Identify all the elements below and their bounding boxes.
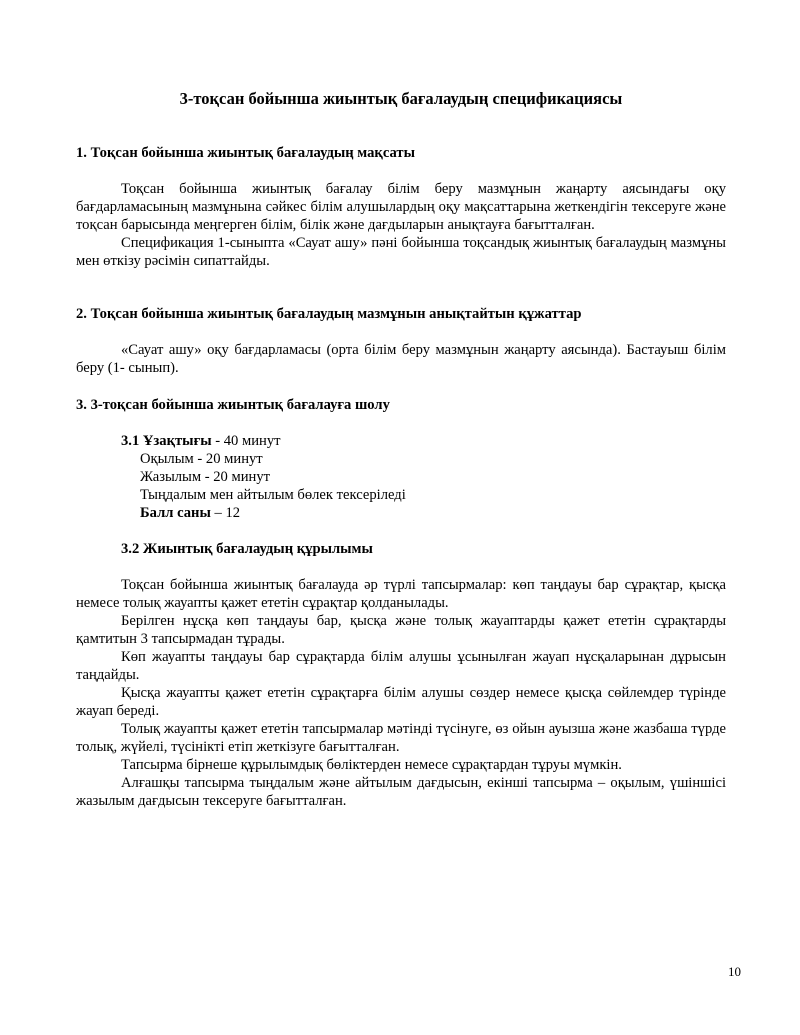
section-2-heading: 2. Тоқсан бойынша жиынтық бағалаудың мазмұнын анықтайтын құжаттар bbox=[76, 306, 582, 322]
structure-heading-block bbox=[121, 540, 721, 558]
listening-note: Тыңдалым мен айтылым бөлек тексеріледі bbox=[140, 487, 406, 503]
structure-body bbox=[76, 576, 726, 810]
section-1-body bbox=[76, 180, 726, 270]
structure-paragraph: Алғашқы тапсырма тыңдалым және айтылым дағдысын, екінші тапсырма – оқылым, үшіншісі жазылым дағдысын тексеруге бағытталған. bbox=[76, 775, 726, 809]
section-1-heading: 1. Тоқсан бойынша жиынтық бағалаудың мақсаты bbox=[76, 145, 415, 161]
page-number: 10 bbox=[728, 964, 741, 979]
duration-value: - 40 минут bbox=[211, 433, 281, 449]
duration-line bbox=[121, 432, 721, 450]
structure-paragraph: Тоқсан бойынша жиынтық бағалауда әр түрлі тапсырмалар: көп таңдауы бар сұрақтар, қысқа немесе толық жауапты қажет ететін сұрақтар қолданылады. bbox=[76, 577, 726, 611]
structure-heading: 3.2 Жиынтық бағалаудың құрылымы bbox=[121, 541, 373, 557]
page-title: 3-тоқсан бойынша жиынтық бағалаудың спецификациясы bbox=[179, 89, 623, 108]
section-2 bbox=[76, 305, 726, 323]
section-2-paragraph-1: «Сауат ашу» оқу бағдарламасы (орта білім беру мазмұнын жаңарту аясында). Бастауыш білім беру (1- сынып). bbox=[76, 342, 726, 376]
structure-paragraph: Қысқа жауапты қажет ететін сұрақтарға білім алушы сөздер немесе қысқа сөйлемдер түрінде жауап береді. bbox=[76, 685, 726, 719]
structure-paragraph: Берілген нұсқа көп таңдауы бар, қысқа және толық жауаптарды қажет ететін сұрақтарды қамтитын 3 тапсырмадан тұрады. bbox=[76, 613, 726, 647]
writing-duration: Жазылым - 20 минут bbox=[140, 469, 271, 485]
duration-list bbox=[121, 432, 721, 522]
structure-paragraph: Көп жауапты таңдауы бар сұрақтарда білім алушы ұсынылған жауап нұсқаларынан дұрысын таңдайды. bbox=[76, 649, 726, 683]
section-3-heading: 3. 3-тоқсан бойынша жиынтық бағалауға шолу bbox=[76, 397, 390, 413]
score-label: Балл саны bbox=[140, 505, 211, 521]
score-value: – 12 bbox=[210, 505, 241, 521]
reading-duration: Оқылым - 20 минут bbox=[140, 451, 263, 467]
section-1-paragraph-1: Тоқсан бойынша жиынтық бағалау білім беру мазмұнын жаңарту аясындағы оқу бағдарламасының мазмұнына сәйкес білім алушылардың оқу мақсаттарына жеткендігін тексеруге және тоқсан барысында меңгерген білім, білік және дағдыларын анықтауға бағытталған. bbox=[76, 181, 726, 233]
section-3 bbox=[76, 396, 726, 414]
section-1-paragraph-2: Спецификация 1-сыныпта «Сауат ашу» пәні бойынша тоқсандық жиынтық бағалаудың мазмұны мен өткізу рәсімін сипаттайды. bbox=[76, 235, 726, 269]
structure-paragraph: Тапсырма бірнеше құрылымдық бөліктерден немесе сұрақтардан тұруы мүмкін. bbox=[121, 757, 622, 773]
structure-paragraph: Толық жауапты қажет ететін тапсырмалар мәтінді түсінуге, өз ойын ауызша және жазбаша түрде толық, жүйелі, түсінікті етіп жеткізуге бағытталған. bbox=[76, 721, 726, 755]
score-line bbox=[121, 504, 721, 522]
duration-label: 3.1 Ұзақтығы bbox=[121, 433, 212, 449]
section-1 bbox=[76, 144, 726, 162]
section-2-body bbox=[76, 341, 726, 377]
